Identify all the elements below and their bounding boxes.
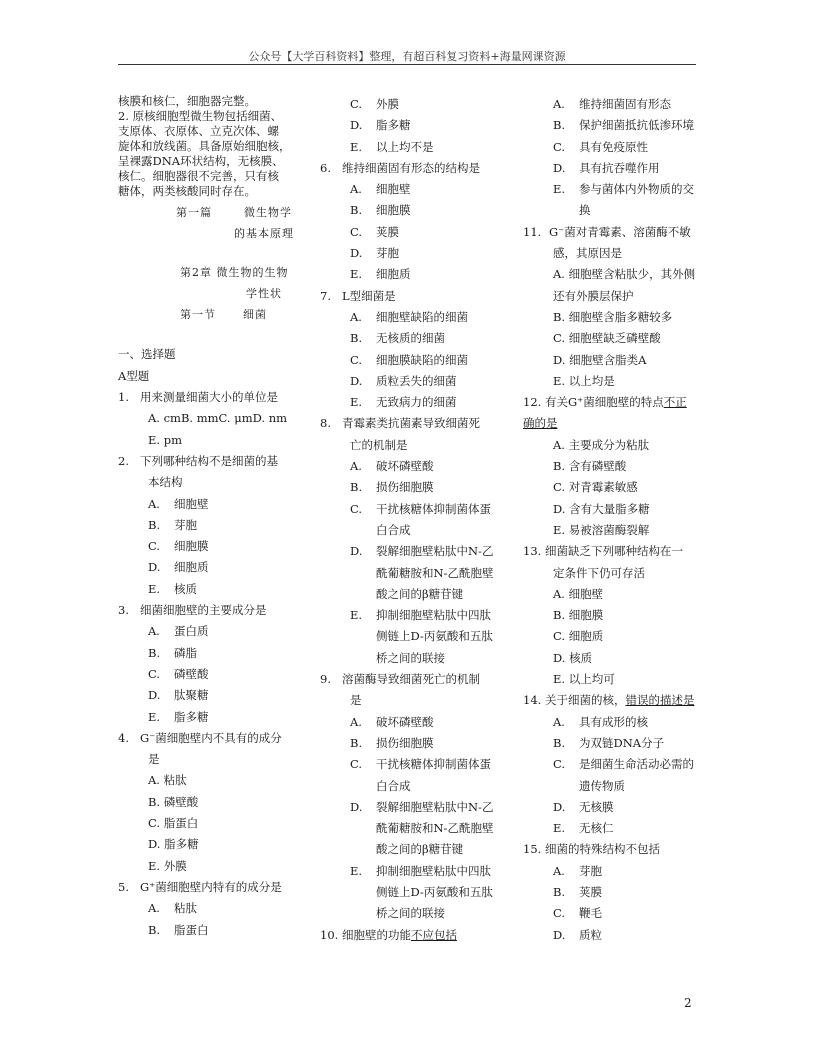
q5-option-letter: D. (350, 118, 363, 133)
question-7: 7. L型细菌是 (320, 288, 396, 303)
q3-option-text: 脂多糖 (174, 709, 209, 724)
column-2 (320, 94, 505, 946)
q7-option-letter: A. (350, 309, 362, 324)
q15-option-3 (523, 925, 703, 946)
q12-option-2: C. 对青霉素敏感 (553, 480, 638, 495)
q13-option-0: A. 细胞壁 (553, 586, 604, 601)
q7-option-letter: E. (350, 395, 363, 410)
q12-option-0: A. 主要成分为粘肽 (553, 437, 650, 452)
q14-option-c-cont: 遗传物质 (579, 778, 625, 793)
q3-option-letter: B. (148, 645, 161, 660)
intro-line: 2. 原核细胞型微生物包括细菌、 (118, 109, 283, 123)
q15-option-text: 质粒 (579, 927, 602, 942)
q11-option-2: D. 细胞壁含脂类A (553, 352, 647, 367)
q6-option-2 (320, 222, 505, 243)
q3-option-text: 磷壁酸 (174, 666, 209, 681)
q11-option-1: C. 细胞壁缺乏磷壁酸 (553, 331, 661, 346)
q4-options (118, 770, 298, 876)
question-4-cont: 是 (148, 752, 160, 767)
q9-option-c-cont: 白合成 (376, 778, 411, 793)
q10-option-1 (523, 115, 703, 136)
q2-option-2 (118, 536, 298, 557)
q15-option-text: 芽胞 (579, 863, 602, 878)
q8-option-d-cont: 酰葡糖胺和N-乙酰胞壁 (376, 565, 494, 580)
q5-option-letter: A. (148, 901, 160, 916)
q8-option-e: E. 抑制细胞壁粘肽中四肽 (350, 608, 491, 623)
intro-line: 呈裸露DNA环状结构，无核膜、 (118, 154, 284, 168)
q10-option-letter: C. (553, 139, 566, 154)
q3-option-1 (118, 643, 298, 664)
q7-option-1 (320, 328, 505, 349)
q6-option-letter: B. (350, 203, 363, 218)
q2-option-letter: A. (148, 496, 160, 511)
q9-option-d-cont: 酰葡糖胺和N-乙酰胞壁 (376, 821, 494, 836)
q7-option-4 (320, 392, 505, 413)
q10-option-letter: A. (553, 97, 565, 111)
question-9: 9. 溶菌酶导致细菌死亡的机制 (320, 672, 480, 687)
q4-option-3: D. 脂多糖 (148, 837, 199, 852)
q4-option-0: A. 粘肽 (148, 773, 187, 788)
q9-option-e-cont: 侧链上D-丙氨酸和五肽 (376, 884, 493, 899)
q2-option-0 (118, 494, 298, 515)
question-2-cont: 本结构 (148, 475, 183, 490)
q15-option-letter: D. (553, 927, 566, 942)
q2-option-4 (118, 579, 298, 600)
q7-option-text: 质粒丢失的细菌 (376, 373, 457, 388)
q11-option-a-cont: 还有外膜层保护 (553, 288, 634, 303)
q6-option-text: 细胞膜 (376, 203, 411, 218)
q6-option-letter: C. (350, 224, 363, 239)
q15-option-text: 荚膜 (579, 884, 602, 899)
q3-option-text: 肽聚糖 (174, 688, 209, 703)
q5-option-1 (118, 920, 298, 941)
section-heading: 第一节 细菌 (180, 308, 267, 322)
part-heading: 第一篇 微生物学 (176, 206, 292, 219)
q3-option-letter: D. (148, 688, 161, 703)
q3-option-letter: C. (148, 666, 161, 681)
q7-option-text: 细胞壁缺陷的细菌 (376, 309, 468, 324)
intro-line: 糖体，两类核酸同时存在。 (118, 184, 256, 198)
q3-option-3 (118, 685, 298, 706)
q6-option-1 (320, 200, 505, 221)
question-14: 14. 关于细菌的核，错误的描述是 (523, 693, 695, 708)
column-1 (118, 94, 298, 941)
chapter-heading-cont: 学性状 (246, 286, 282, 300)
q7-options (320, 307, 505, 413)
q15-option-letter: C. (553, 906, 566, 921)
q5-option-0 (118, 898, 298, 919)
q5-options (118, 898, 298, 941)
q2-option-1 (118, 515, 298, 536)
subsection-title: A型题 (118, 368, 150, 383)
q5-option-text: 外膜 (376, 97, 399, 111)
q15-option-letter: B. (553, 884, 566, 899)
q3-option-2 (118, 664, 298, 685)
intro-line: 旋体和放线菌。具备原始细胞核， (118, 139, 291, 153)
q6-option-letter: A. (350, 182, 362, 197)
q15-option-letter: A. (553, 863, 565, 878)
q2-option-3 (118, 557, 298, 578)
q9-option-d: D. 裂解细胞壁粘肽中N-乙 (350, 799, 494, 814)
q2-option-text: 细胞质 (174, 560, 209, 575)
q13-options (523, 584, 703, 690)
q6-option-letter: E. (350, 267, 363, 282)
q1-options: A. cmB. mmC. μmD. nm (148, 411, 288, 426)
page-number: 2 (684, 996, 692, 1010)
q3-option-text: 蛋白质 (174, 624, 209, 639)
q2-option-letter: B. (148, 517, 161, 532)
question-9-cont: 是 (350, 693, 362, 708)
q3-option-letter: A. (148, 624, 160, 639)
q7-option-letter: B. (350, 331, 363, 346)
q5-option-0 (320, 94, 505, 115)
q12-option-4: E. 易被溶菌酶裂解 (553, 522, 650, 537)
q9-option-e: E. 抑制细胞壁粘肽中四肽 (350, 863, 491, 878)
question-1: 1. 用来测量细菌大小的单位是 (118, 390, 278, 405)
q9-option-a: A. 破坏磷壁酸 (350, 714, 434, 729)
q5-option-text: 脂多糖 (376, 118, 411, 133)
question-4: 4. G⁻菌细胞壁内不具有的成分 (118, 730, 282, 745)
q12-option-3: D. 含有大量脂多糖 (553, 501, 650, 516)
q8-option-e-cont2: 桥之间的联接 (376, 650, 445, 665)
q4-option-1: B. 磷壁酸 (148, 794, 199, 809)
q8-option-c-cont: 白合成 (376, 522, 411, 537)
q6-option-text: 细胞壁 (376, 182, 411, 197)
q14-option-c: C. 是细菌生命活动必需的 (553, 757, 694, 772)
q14-option-b: B. 为双链DNA分子 (553, 735, 665, 750)
question-13-cont: 定条件下仍可存活 (553, 565, 645, 580)
q6-option-text: 芽胞 (376, 246, 399, 261)
q2-option-text: 核质 (174, 581, 197, 596)
q2-option-text: 芽胞 (174, 517, 197, 532)
question-12: 12. 有关G⁺菌细胞壁的特点不正 (523, 395, 687, 410)
q7-option-letter: C. (350, 352, 363, 367)
question-12-cont: 确的是 (523, 416, 558, 431)
q11-option-a: A. 细胞壁含粘肽少，其外侧 (553, 267, 696, 282)
q8-option-b: B. 损伤细胞膜 (350, 480, 434, 495)
q6-option-4 (320, 264, 505, 285)
q8-option-e-cont: 侧链上D-丙氨酸和五肽 (376, 629, 493, 644)
q4-option-4: E. 外膜 (148, 858, 187, 873)
q14-option-a: A. 具有成形的核 (553, 714, 648, 729)
intro-line: 核仁。细胞器很不完善，只有核 (118, 169, 279, 183)
q8-option-a: A. 破坏磷壁酸 (350, 459, 434, 474)
q13-option-3: D. 核质 (553, 650, 593, 665)
q6-option-letter: D. (350, 246, 363, 261)
question-15: 15. 细菌的特殊结构不包括 (523, 842, 660, 857)
q7-option-text: 无致病力的细菌 (376, 395, 457, 410)
q2-option-letter: E. (148, 581, 161, 596)
q5-option-letter: B. (148, 922, 161, 937)
q2-options (118, 494, 298, 600)
q3-option-text: 磷脂 (174, 645, 197, 660)
question-5: 5. G⁺菌细胞壁内特有的成分是 (118, 879, 282, 894)
q10-option-2 (523, 137, 703, 158)
question-3: 3. 细菌细胞壁的主要成分是 (118, 603, 267, 618)
q11-option-0: B. 细胞壁含脂多糖较多 (553, 309, 673, 324)
q6-option-text: 荚膜 (376, 224, 399, 239)
q10-option-text: 维持细菌固有形态 (579, 97, 671, 111)
q5-option-text: 以上均不是 (376, 139, 434, 154)
question-8: 8. 青霉素类抗菌素导致细菌死 (320, 416, 480, 431)
q15-option-0 (523, 861, 703, 882)
q14-option-e: E. 无核仁 (553, 821, 614, 836)
q7-option-3 (320, 371, 505, 392)
question-11-cont: 感，其原因是 (553, 246, 622, 261)
q6-option-text: 细胞质 (376, 267, 411, 282)
q10-options (523, 94, 703, 179)
q7-option-text: 细胞膜缺陷的细菌 (376, 352, 468, 367)
q7-option-0 (320, 307, 505, 328)
q11-option-3: E. 以上均是 (553, 373, 615, 388)
q10-option-letter: B. (553, 118, 566, 133)
q2-option-letter: D. (148, 560, 161, 575)
q6-option-0 (320, 179, 505, 200)
q12-options (523, 435, 703, 541)
q9-option-c: C. 干扰核糖体抑制菌体蛋 (350, 757, 491, 772)
q10-option-text: 具有抗吞噬作用 (579, 160, 660, 175)
q5-option-letter: E. (350, 139, 363, 154)
question-8-cont: 亡的机制是 (350, 437, 408, 452)
question-10: 10. 细胞壁的功能不应包括 (320, 927, 457, 942)
chapter-heading: 第2章 微生物的生物 (180, 265, 289, 279)
q14-option-d: D. 无核膜 (553, 799, 614, 814)
q15-options (523, 861, 703, 946)
q7-option-2 (320, 350, 505, 371)
q9-option-d-cont2: 酸之间的β糖苷键 (376, 842, 464, 857)
section-title: 一、选择题 (118, 347, 176, 362)
intro-paragraph (118, 94, 298, 199)
q6-option-3 (320, 243, 505, 264)
q3-option-letter: E. (148, 709, 161, 724)
q15-option-1 (523, 882, 703, 903)
q8-option-d: D. 裂解细胞壁粘肽中N-乙 (350, 544, 494, 559)
q7-option-letter: D. (350, 373, 363, 388)
q15-option-text: 鞭毛 (579, 906, 602, 921)
page-header: 公众号【大学百科资料】整理，有超百科复习资料+海量网课资源 (248, 50, 566, 63)
q6-options (320, 179, 505, 285)
question-6: 6. 维持细菌固有形态的结构是 (320, 160, 480, 175)
intro-line: 核膜和核仁，细胞器完整。 (118, 94, 256, 108)
q10-option-letter: D. (553, 160, 566, 175)
q3-option-4 (118, 707, 298, 728)
q13-option-2: C. 细胞质 (553, 629, 604, 644)
q5-option-1 (320, 115, 505, 136)
q10-option-text: 保护细菌抵抗低渗环境 (579, 118, 694, 133)
q3-options (118, 621, 298, 727)
q7-option-text: 无核质的细菌 (376, 331, 445, 346)
header-rule (118, 64, 696, 65)
q10-option-text: 具有免疫原性 (579, 139, 648, 154)
question-2: 2. 下列哪种结构不是细菌的基 (118, 453, 278, 468)
q13-option-1: B. 细胞膜 (553, 608, 604, 623)
q5-option-2 (320, 137, 505, 158)
q10-option-e-cont: 换 (579, 203, 591, 218)
q12-option-1: B. 含有磷壁酸 (553, 459, 627, 474)
q10-option-0 (523, 94, 703, 115)
q10-option-e: E. 参与菌体内外物质的交 (553, 182, 694, 197)
q4-option-2: C. 脂蛋白 (148, 816, 199, 831)
q2-option-text: 细胞壁 (174, 496, 209, 511)
q11-options (523, 307, 703, 392)
q1-option-e: E. pm (148, 432, 182, 447)
question-13: 13. 细菌缺乏下列哪种结构在一 (523, 544, 683, 559)
part-heading-cont: 的基本原理 (234, 227, 294, 241)
intro-line: 支原体、衣原体、立克次体、螺 (118, 124, 279, 138)
q2-option-letter: C. (148, 539, 161, 554)
q5-option-letter: C. (350, 97, 363, 111)
q2-option-text: 细胞膜 (174, 539, 209, 554)
q5-option-text: 粘肽 (174, 901, 197, 916)
q9-option-b: B. 损伤细胞膜 (350, 735, 434, 750)
question-11: 11. G⁻菌对青霉素、溶菌酶不敏 (523, 224, 691, 239)
q8-option-d-cont2: 酸之间的β糖苷键 (376, 586, 464, 601)
q13-option-4: E. 以上均可 (553, 672, 615, 687)
q5-options-cont (320, 94, 505, 158)
q15-option-2 (523, 903, 703, 924)
q9-option-e-cont2: 桥之间的联接 (376, 906, 445, 921)
q5-option-text: 脂蛋白 (174, 922, 209, 937)
q10-option-3 (523, 158, 703, 179)
q3-option-0 (118, 621, 298, 642)
q8-option-c: C. 干扰核糖体抑制菌体蛋 (350, 501, 491, 516)
column-3 (523, 94, 703, 946)
